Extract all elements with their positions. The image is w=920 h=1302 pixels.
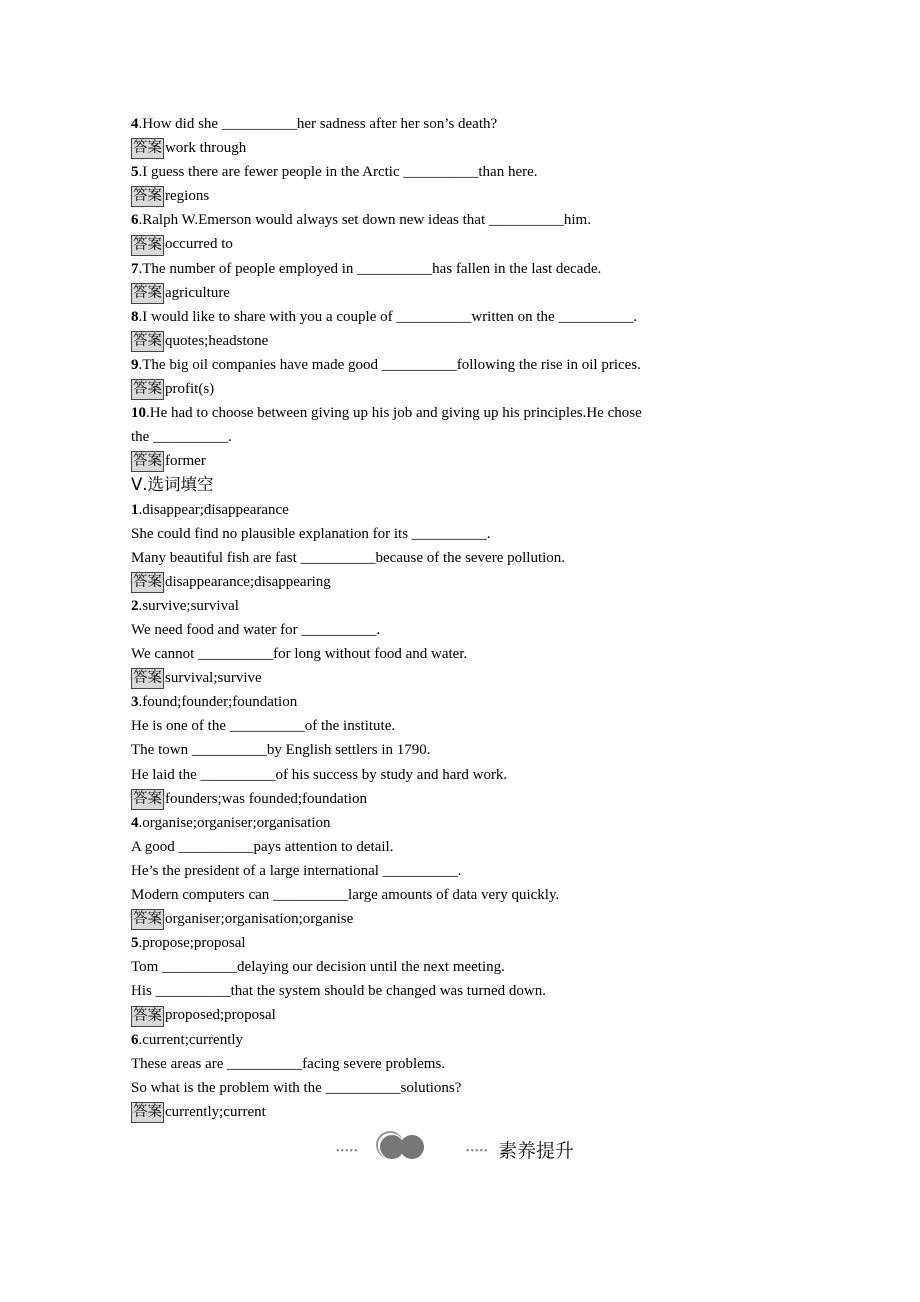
exercise-document bbox=[131, 112, 711, 1124]
text-line bbox=[131, 522, 711, 546]
section-title: 素养提升 bbox=[498, 1140, 575, 1162]
line-text: His __________that the system should be changed was turned down. bbox=[131, 983, 546, 1000]
question-line bbox=[131, 257, 711, 281]
question-line bbox=[131, 208, 711, 232]
dots-decoration: ••••• bbox=[336, 1146, 359, 1157]
line-text: .How did she __________her sadness after her son’s death? bbox=[138, 116, 498, 132]
text-line bbox=[131, 859, 711, 883]
line-text: agriculture bbox=[165, 284, 230, 301]
text-line bbox=[131, 425, 711, 449]
line-text: .He had to choose between giving up his job and giving up his principles.He chose bbox=[146, 405, 642, 422]
answer-badge: 答案 bbox=[131, 668, 164, 689]
section-heading bbox=[131, 473, 711, 497]
item-number: 7 bbox=[131, 260, 139, 277]
line-text: currently;current bbox=[165, 1103, 266, 1120]
line-text: proposed;proposal bbox=[165, 1007, 276, 1024]
answer-badge: 答案 bbox=[131, 909, 164, 930]
answer-line bbox=[131, 787, 711, 811]
item-number: 5 bbox=[131, 935, 139, 952]
answer-badge: 答案 bbox=[131, 235, 164, 256]
answer-badge: 答案 bbox=[131, 283, 164, 304]
question-line bbox=[131, 594, 711, 618]
answer-line bbox=[131, 666, 711, 690]
item-number: 4 bbox=[131, 814, 139, 831]
line-text: disappearance;disappearing bbox=[165, 573, 331, 590]
answer-line bbox=[131, 377, 711, 401]
line-text: Modern computers can __________large amounts of data very quickly. bbox=[131, 887, 560, 903]
text-line bbox=[131, 546, 711, 570]
text-line bbox=[131, 618, 711, 642]
line-text: .The big oil companies have made good __________following the rise in oil prices. bbox=[138, 356, 641, 373]
answer-badge: 答案 bbox=[131, 379, 164, 400]
line-text: profit(s) bbox=[165, 381, 215, 398]
line-text: Many beautiful fish are fast __________because of the severe pollution. bbox=[131, 549, 566, 566]
answer-line bbox=[131, 449, 711, 473]
line-text: We need food and water for __________. bbox=[131, 621, 381, 638]
answer-badge: 答案 bbox=[131, 1006, 164, 1027]
dots-decoration: ••••• bbox=[466, 1146, 489, 1157]
item-number: 3 bbox=[131, 694, 139, 711]
line-text: .organise;organiser;organisation bbox=[138, 814, 331, 831]
line-text: So what is the problem with the __________solutions? bbox=[131, 1079, 462, 1096]
item-number: 2 bbox=[131, 597, 139, 614]
line-text: .The number of people employed in __________has fallen in the last decade. bbox=[138, 260, 602, 277]
line-text: organiser;organisation;organise bbox=[165, 911, 354, 928]
item-number: 5 bbox=[131, 164, 139, 181]
line-text: .I guess there are fewer people in the Arctic __________than here. bbox=[138, 164, 538, 181]
line-text: He’s the president of a large international __________. bbox=[131, 862, 462, 879]
answer-badge: 答案 bbox=[131, 1102, 164, 1123]
answer-line bbox=[131, 136, 711, 160]
question-line bbox=[131, 931, 711, 955]
question-line bbox=[131, 160, 711, 184]
text-line bbox=[131, 979, 711, 1003]
text-line bbox=[131, 835, 711, 859]
answer-line bbox=[131, 281, 711, 305]
line-text: We cannot __________for long without food and water. bbox=[131, 646, 468, 663]
text-line bbox=[131, 763, 711, 787]
answer-line bbox=[131, 570, 711, 594]
line-text: .found;founder;foundation bbox=[138, 694, 298, 711]
line-text: The town __________by English settlers in 1790. bbox=[131, 742, 431, 759]
text-line bbox=[131, 642, 711, 666]
answer-badge: 答案 bbox=[131, 572, 164, 593]
line-text: former bbox=[165, 453, 206, 470]
line-text: work through bbox=[165, 140, 247, 157]
text-line bbox=[131, 883, 711, 907]
answer-badge: 答案 bbox=[131, 451, 164, 472]
line-text: the __________. bbox=[131, 429, 232, 446]
question-line bbox=[131, 1028, 711, 1052]
answer-line bbox=[131, 1100, 711, 1124]
line-text: .I would like to share with you a couple of __________written on the __________. bbox=[138, 308, 638, 325]
line-text: regions bbox=[165, 188, 210, 205]
line-text: She could find no plausible explanation for its __________. bbox=[131, 525, 491, 542]
line-text: survival;survive bbox=[165, 670, 262, 687]
line-text: A good __________pays attention to detail. bbox=[131, 838, 394, 855]
line-text: He is one of the __________of the institute. bbox=[131, 718, 396, 735]
text-line bbox=[131, 714, 711, 738]
circle-icon bbox=[400, 1135, 424, 1159]
text-line bbox=[131, 1052, 711, 1076]
line-text: These areas are __________facing severe problems. bbox=[131, 1055, 446, 1072]
question-line bbox=[131, 498, 711, 522]
item-number: 6 bbox=[131, 212, 139, 229]
question-line bbox=[131, 305, 711, 329]
item-number: 8 bbox=[131, 308, 139, 325]
item-number: 1 bbox=[131, 501, 139, 518]
line-text: .propose;proposal bbox=[138, 935, 246, 952]
text-line bbox=[131, 1076, 711, 1100]
question-line bbox=[131, 690, 711, 714]
line-text: .survive;survival bbox=[138, 597, 239, 614]
line-text: founders;was founded;foundation bbox=[165, 790, 368, 807]
line-text: occurred to bbox=[165, 236, 233, 253]
question-line bbox=[131, 811, 711, 835]
item-number: 10 bbox=[131, 405, 146, 422]
line-text: Ⅴ.选词填空 bbox=[131, 475, 214, 495]
answer-line bbox=[131, 329, 711, 353]
line-text: quotes;headstone bbox=[165, 332, 269, 349]
section-banner bbox=[336, 1130, 596, 1170]
answer-badge: 答案 bbox=[131, 138, 164, 159]
text-line bbox=[131, 738, 711, 762]
line-text: .Ralph W.Emerson would always set down new ideas that __________him. bbox=[138, 212, 591, 229]
line-text: .disappear;disappearance bbox=[138, 501, 289, 518]
answer-badge: 答案 bbox=[131, 186, 164, 207]
question-line bbox=[131, 112, 711, 136]
answer-line bbox=[131, 232, 711, 256]
answer-line bbox=[131, 907, 711, 931]
item-number: 4 bbox=[131, 116, 139, 132]
line-text: .current;currently bbox=[138, 1031, 244, 1048]
text-line bbox=[131, 955, 711, 979]
question-line bbox=[131, 401, 711, 425]
line-text: He laid the __________of his success by study and hard work. bbox=[131, 766, 508, 783]
answer-line bbox=[131, 184, 711, 208]
question-line bbox=[131, 353, 711, 377]
item-number: 6 bbox=[131, 1031, 139, 1048]
answer-badge: 答案 bbox=[131, 331, 164, 352]
line-text: Tom __________delaying our decision until the next meeting. bbox=[131, 959, 505, 976]
answer-badge: 答案 bbox=[131, 789, 164, 810]
item-number: 9 bbox=[131, 356, 139, 373]
answer-line bbox=[131, 1003, 711, 1027]
